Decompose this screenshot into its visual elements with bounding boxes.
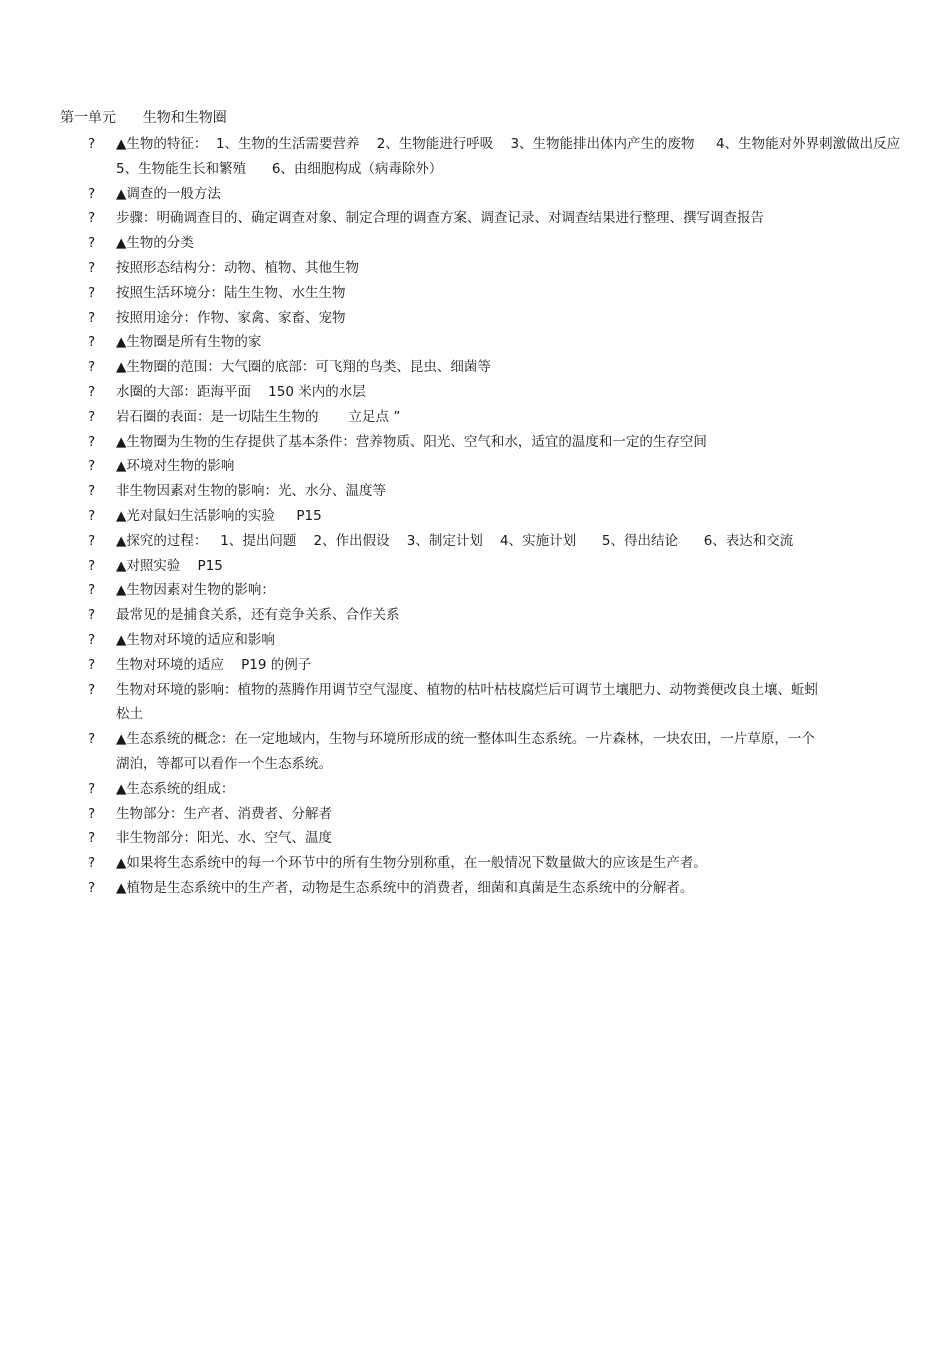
bullet-marker: ? — [88, 185, 96, 202]
list-item-text: ▲生物的特征： 1、生物的生活需要营养 2、生物能进行呼吸 3、生物能排出体内产生的废物 4、生物能对外界刺激做出反应 5、生物能生长和繁殖 6、由细胞构成（病毒除外） — [116, 136, 922, 177]
list-item-text: ▲生物因素对生物的影响： — [116, 582, 275, 599]
bullet-marker: ? — [88, 582, 96, 599]
bullet-marker: ? — [88, 383, 96, 400]
bullet-marker: ? — [88, 136, 96, 152]
list-item-text: 步骤：明确调查目的、确定调查对象、制定合理的调查方案、调查记录、对调查结果进行整理、撰写调查报告 — [116, 210, 764, 227]
bullet-marker: ? — [88, 631, 96, 648]
list-item — [60, 479, 940, 504]
list-item-text: 最常见的是捕食关系，还有竞争关系、合作关系 — [116, 607, 400, 624]
bullet-marker: ? — [88, 731, 96, 748]
list-item — [60, 826, 940, 851]
list-item-text: 生物对环境的适应 P19 的例子 — [116, 656, 312, 673]
list-item-text: 水圈的大部：距海平面 150 米内的水层 — [116, 383, 366, 400]
bullet-marker: ? — [88, 507, 96, 524]
list-item-text: ▲生态系统的组成： — [116, 780, 235, 797]
bullet-marker: ? — [88, 259, 96, 276]
list-item — [60, 504, 940, 529]
bullet-marker: ? — [88, 879, 96, 896]
bullet-marker: ? — [88, 458, 96, 475]
list-item — [60, 578, 940, 603]
list-item — [60, 380, 940, 405]
notes-list — [60, 132, 940, 901]
list-item-text: 非生物因素对生物的影响：光、水分、温度等 — [116, 483, 386, 500]
bullet-marker: ? — [88, 656, 96, 673]
list-item-text: ▲环境对生物的影响 — [116, 458, 235, 475]
list-item — [60, 554, 940, 579]
list-item — [60, 777, 940, 802]
list-item — [60, 182, 940, 207]
list-item-text: 生物部分：生产者、消费者、分解者 — [116, 805, 332, 822]
list-item-text: 岩石圈的表面：是一切陆生生物的 立足点 ” — [116, 408, 401, 425]
list-item-text: 按照生活环境分：陆生生物、水生生物 — [116, 284, 346, 301]
bullet-marker: ? — [88, 483, 96, 500]
list-item — [60, 206, 940, 231]
list-item — [60, 132, 940, 182]
unit-title: 第一单元 生物和生物圈 — [60, 110, 227, 126]
bullet-marker: ? — [88, 805, 96, 822]
list-item — [60, 653, 940, 678]
bullet-marker: ? — [88, 235, 96, 252]
list-item-text: 非生物部分：阳光、水、空气、温度 — [116, 830, 332, 847]
list-item — [60, 231, 940, 256]
list-item — [60, 876, 940, 901]
list-item — [60, 430, 940, 455]
list-item — [60, 306, 940, 331]
bullet-marker: ? — [88, 681, 96, 698]
list-item — [60, 603, 940, 628]
list-item-text: 按照形态结构分：动物、植物、其他生物 — [116, 259, 359, 276]
list-item — [60, 727, 940, 777]
list-item-text: ▲植物是生态系统中的生产者，动物是生态系统中的消费者，细菌和真菌是生态系统中的分解者。 — [116, 879, 694, 896]
list-item-text: ▲生态系统的概念：在一定地域内，生物与环境所形成的统一整体叫生态系统。一片森林，一块农田，一片草原，一个湖泊，等都可以看作一个生态系统。 — [116, 731, 815, 772]
list-item-text: ▲生物圈为生物的生存提供了基本条件：营养物质、阳光、空气和水，适宜的温度和一定的生存空间 — [116, 433, 707, 450]
list-item-text: ▲光对鼠妇生活影响的实验 P15 — [116, 507, 322, 524]
bullet-marker: ? — [88, 855, 96, 872]
bullet-marker: ? — [88, 408, 96, 425]
list-item-text: ▲调查的一般方法 — [116, 185, 221, 202]
list-item-text: 生物对环境的影响：植物的蒸腾作用调节空气湿度、植物的枯叶枯枝腐烂后可调节土壤肥力、动物粪便改良土壤、蚯蚓松土 — [116, 681, 818, 723]
bullet-marker: ? — [88, 359, 96, 376]
list-item — [60, 281, 940, 306]
list-item — [60, 628, 940, 653]
list-item — [60, 802, 940, 827]
list-item-text: ▲探究的过程： 1、提出问题 2、作出假设 3、制定计划 4、实施计划 5、得出结论 6、表达和交流 — [116, 532, 794, 549]
bullet-marker: ? — [88, 532, 96, 549]
list-item-text: ▲生物的分类 — [116, 235, 194, 252]
bullet-marker: ? — [88, 607, 96, 624]
list-item-text: 按照用途分：作物、家禽、家畜、宠物 — [116, 309, 346, 326]
list-item-text: ▲对照实验 P15 — [116, 557, 223, 574]
bullet-marker: ? — [88, 433, 96, 450]
list-item — [60, 330, 940, 355]
bullet-marker: ? — [88, 830, 96, 847]
bullet-marker: ? — [88, 334, 96, 351]
list-item — [60, 256, 940, 281]
list-item — [60, 678, 940, 728]
bullet-marker: ? — [88, 284, 96, 301]
list-item-text: ▲如果将生态系统中的每一个环节中的所有生物分别称重，在一般情况下数量做大的应该是生产者。 — [116, 855, 707, 872]
list-item-text: ▲生物圈是所有生物的家 — [116, 334, 262, 351]
list-item — [60, 405, 940, 430]
list-item — [60, 529, 940, 554]
bullet-marker: ? — [88, 557, 96, 574]
bullet-marker: ? — [88, 210, 96, 227]
list-item-text: ▲生物对环境的适应和影响 — [116, 631, 275, 648]
list-item — [60, 851, 940, 876]
list-item — [60, 355, 940, 380]
bullet-marker: ? — [88, 780, 96, 797]
bullet-marker: ? — [88, 309, 96, 326]
list-item — [60, 454, 940, 479]
list-item-text: ▲生物圈的范围：大气圈的底部：可飞翔的鸟类、昆虫、细菌等 — [116, 359, 491, 376]
